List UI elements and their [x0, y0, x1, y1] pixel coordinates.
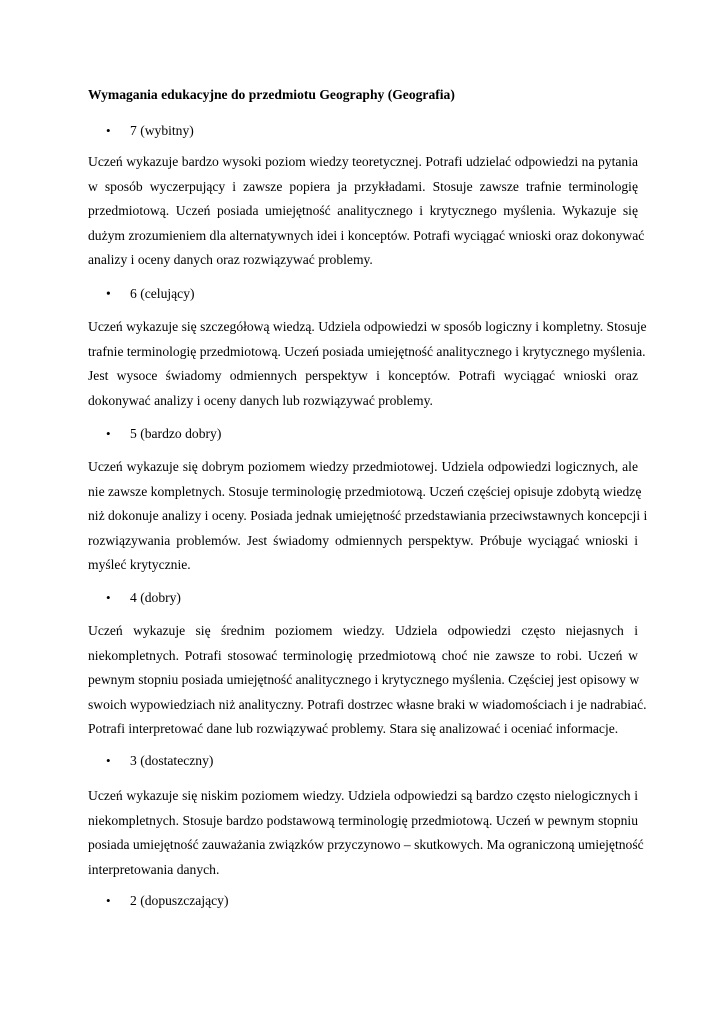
grade-heading-4	[106, 589, 181, 607]
grade-description-5	[88, 455, 648, 578]
text-line: rozwiązywania problemów. Jest świadomy odmiennych perspektyw. Próbuje wyciągać wnioski i	[88, 532, 638, 548]
grade-heading-7	[106, 122, 194, 140]
text-line: dużym zrozumieniem dla alternatywnych idei i konceptów. Potrafi wyciągać wnioski oraz dokonywać	[88, 227, 645, 243]
bullet-icon: •	[106, 123, 111, 138]
text-line: swoich wypowiedziach niż analityczny. Potrafi dostrzec własne braki w wiadomościach i je nadrabiać.	[88, 696, 647, 712]
grade-description-7	[88, 150, 645, 273]
text-line: przedmiotową. Uczeń posiada umiejętność analitycznego i krytycznego myślenia. Wykazuje się	[88, 203, 638, 219]
grade-heading-3	[106, 752, 213, 770]
text-line: dokonywać analizy i oceny danych lub rozwiązywać problemy.	[88, 392, 433, 408]
text-line: pewnym stopniu posiada umiejętność analitycznego i krytycznego myślenia. Częściej jest opisowy w	[88, 672, 640, 688]
grade-description-6	[88, 315, 647, 413]
grade-heading-5	[106, 425, 221, 443]
text-line: nie zawsze kompletnych. Stosuje terminologię przedmiotową. Uczeń częściej opisuje zdobytą wiedzę	[88, 483, 642, 499]
grade-label: 6 (celujący)	[130, 286, 195, 301]
grade-label: 4 (dobry)	[130, 590, 181, 605]
text-line: myśleć krytycznie.	[88, 557, 191, 573]
bullet-icon: •	[106, 753, 111, 768]
text-line: interpretowania danych.	[88, 861, 220, 877]
text-line: Uczeń wykazuje się średnim poziomem wiedzy. Udziela odpowiedzi często niejasnych i	[88, 623, 638, 638]
bullet-icon: •	[106, 426, 111, 441]
grade-heading-6	[106, 285, 195, 303]
grade-label: 3 (dostateczny)	[130, 753, 214, 768]
document-title: Wymagania edukacyjne do przedmiotu Geography (Geografia)	[88, 87, 455, 102]
text-line: niekompletnych. Stosuje bardzo podstawową terminologię przedmiotową. Uczeń w pewnym stopniu	[88, 812, 638, 828]
grade-description-3	[88, 784, 644, 882]
text-line: niekompletnych. Potrafi stosować terminologię przedmiotową choć nie zawsze to robi. Uczeń w	[88, 647, 638, 663]
grade-label: 7 (wybitny)	[130, 123, 194, 138]
text-line: trafnie terminologię przedmiotową. Uczeń posiada umiejętność analitycznego i krytycznego myślenia.	[88, 343, 646, 359]
text-line: Uczeń wykazuje bardzo wysoki poziom wiedzy teoretycznej. Potrafi udzielać odpowiedzi na pytania	[88, 154, 638, 169]
text-line: analizy i oceny danych oraz rozwiązywać problemy.	[88, 252, 373, 268]
bullet-icon: •	[106, 286, 111, 301]
grade-description-4	[88, 619, 647, 742]
text-line: niż dokonuje analizy i oceny. Posiada jednak umiejętność przedstawiania przeciwstawnych koncepcji i	[88, 508, 648, 524]
grade-label: 5 (bardzo dobry)	[130, 426, 222, 441]
grade-heading-2	[106, 892, 229, 910]
text-line: posiada umiejętność zauważania związków przyczynowo – skutkowych. Ma ograniczoną umiejętność	[88, 837, 644, 853]
text-line: Uczeń wykazuje się niskim poziomem wiedzy. Udziela odpowiedzi są bardzo często nielogicznych i	[88, 788, 638, 803]
bullet-icon: •	[106, 893, 111, 908]
bullet-icon: •	[106, 590, 111, 605]
text-line: w sposób wyczerpujący i zawsze popiera ja przykładami. Stosuje zawsze trafnie terminologię	[88, 178, 638, 194]
text-line: Potrafi interpretować dane lub rozwiązywać problemy. Stara się analizować i oceniać informacje.	[88, 721, 619, 737]
grade-label: 2 (dopuszczający)	[130, 893, 229, 908]
text-line: Uczeń wykazuje się szczegółową wiedzą. Udziela odpowiedzi w sposób logiczny i kompletny. Stosuje	[88, 319, 647, 334]
text-line: Jest wysoce świadomy odmiennych perspektyw i konceptów. Potrafi wyciągać wnioski oraz	[88, 368, 638, 384]
text-line: Uczeń wykazuje się dobrym poziomem wiedzy przedmiotowej. Udziela odpowiedzi logicznych, ale	[88, 459, 638, 474]
